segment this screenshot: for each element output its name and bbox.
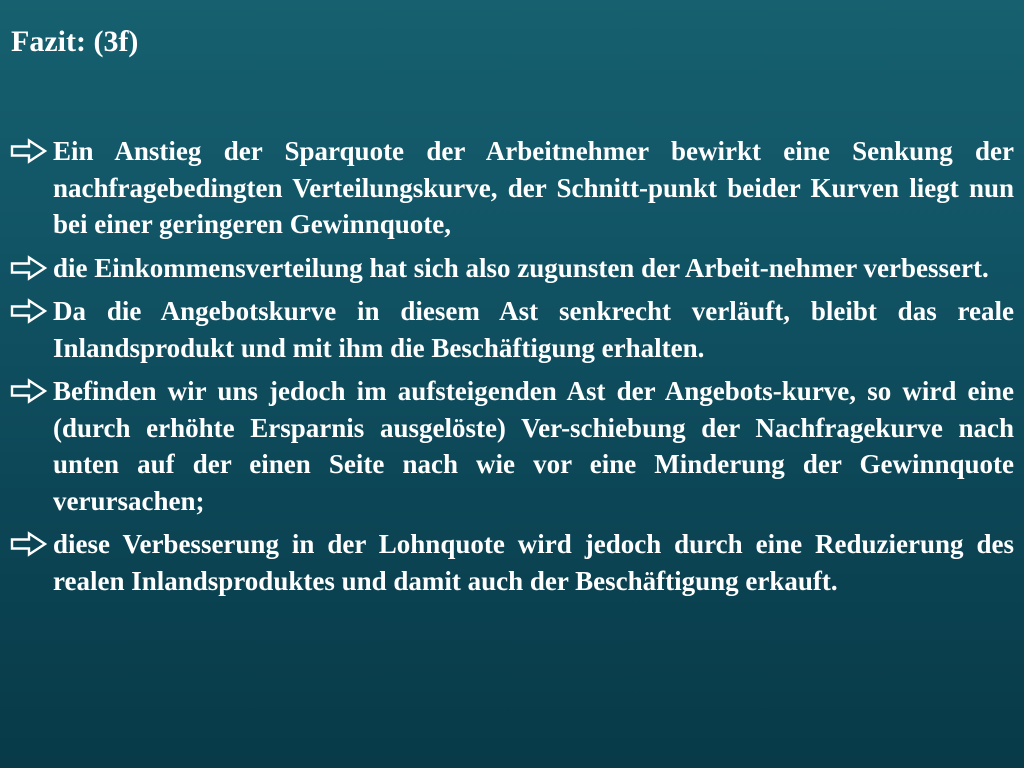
bullet-list xyxy=(10,133,1014,606)
slide-title: Fazit: (3f) xyxy=(11,25,139,58)
list-item xyxy=(10,373,1014,519)
right-hollow-arrow-icon xyxy=(10,133,53,169)
bullet-text: Da die Angebotskurve in diesem Ast senkrecht verläuft, bleibt das reale Inlandsprodukt und mit ihm die Beschäftigung erhalten. xyxy=(53,296,1014,363)
right-hollow-arrow-icon xyxy=(10,293,53,329)
bullet-text: die Einkommensverteilung hat sich also zugunsten der Arbeit-nehmer verbessert. xyxy=(53,252,989,283)
right-hollow-arrow-icon xyxy=(10,250,53,286)
bullet-text: diese Verbesserung in der Lohnquote wird jedoch durch eine Reduzierung des realen Inlandsproduktes und damit auch der Beschäftigung erkauft. xyxy=(53,529,1014,596)
bullet-text: Ein Anstieg der Sparquote der Arbeitnehmer bewirkt eine Senkung der nachfragebedingten Verteilungskurve, der Schnitt-punkt beider Kurven liegt nun bei einer geringeren Gewinnquote, xyxy=(53,136,1014,239)
bullet-text: Befinden wir uns jedoch im aufsteigenden Ast der Angebots-kurve, so wird eine (durch erhöhte Ersparnis ausgelöste) Ver-schiebung der Nachfragekurve nach unten auf der einen Seite nach wie vor eine Minderung der Gewinnquote verursachen; xyxy=(53,376,1014,516)
list-item xyxy=(10,293,1014,366)
list-item xyxy=(10,250,1014,287)
list-item xyxy=(10,133,1014,243)
right-hollow-arrow-icon xyxy=(10,526,53,562)
list-item xyxy=(10,526,1014,599)
right-hollow-arrow-icon xyxy=(10,373,53,409)
